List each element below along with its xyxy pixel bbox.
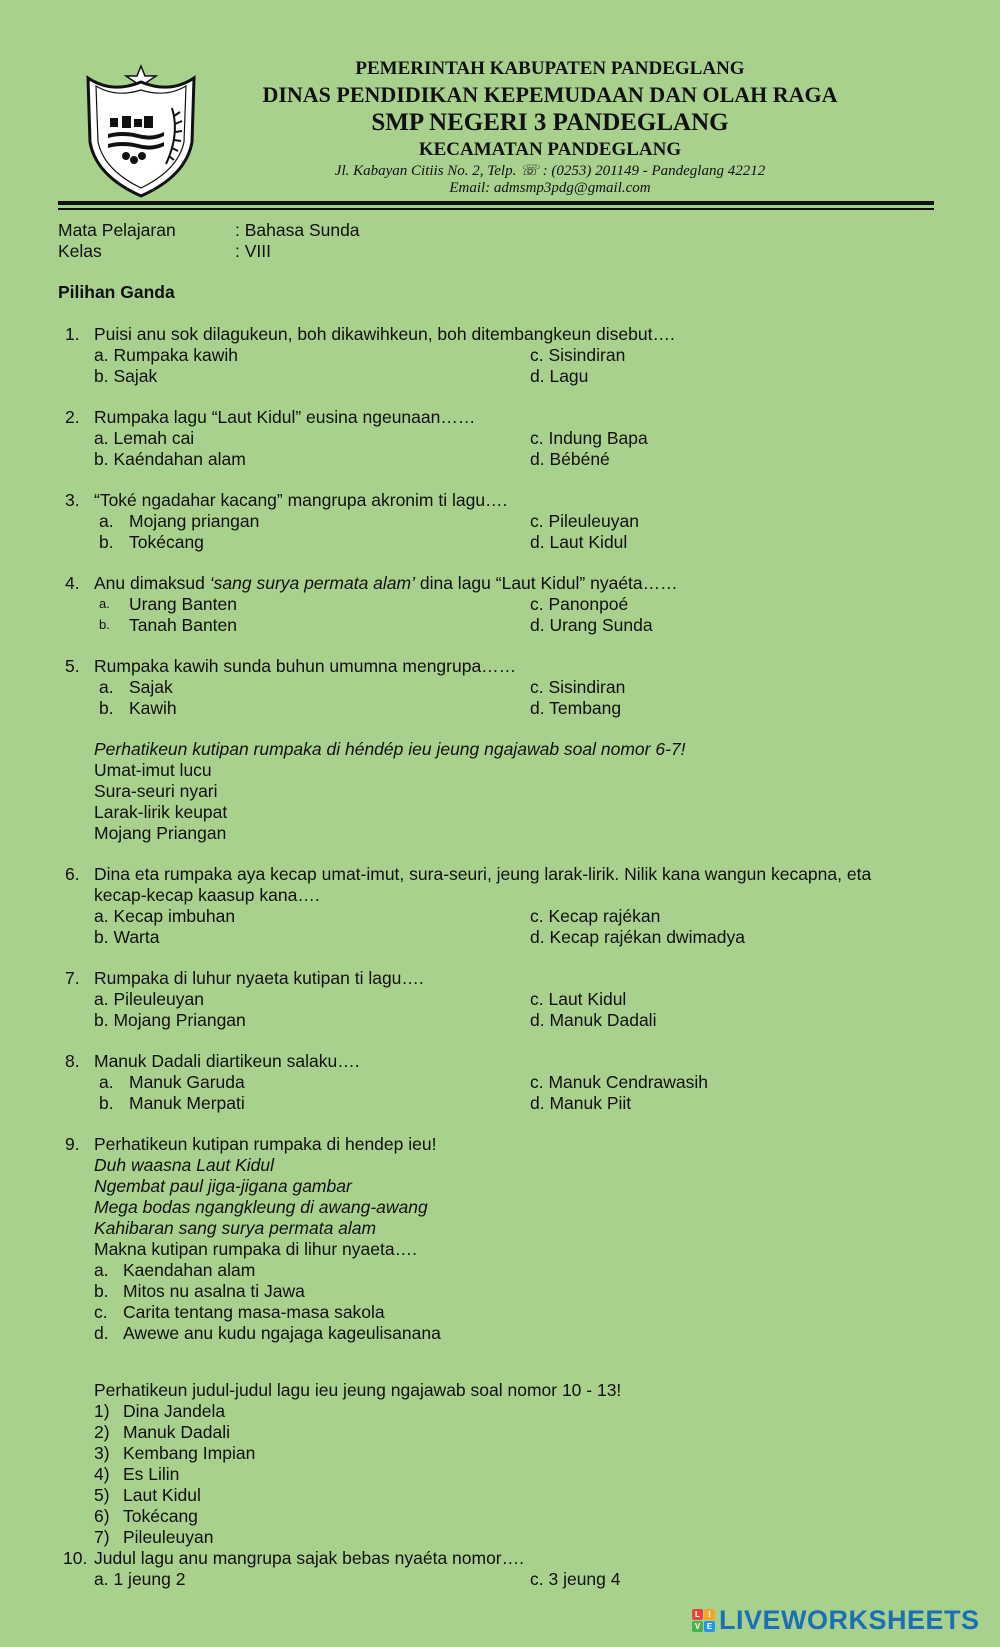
q4-option-a-letter: a. [99,596,110,611]
class-label: Kelas [58,241,102,261]
q6-text-line1: Dina eta rumpaka aya kecap umat-imut, sura-seuri, jeung larak-lirik. Nilik kana wangun kecapna, eta [94,864,872,884]
liveworksheets-logo-icon [692,1609,715,1632]
q4-number: 4. [65,573,80,593]
song-list-number: 4) [94,1464,110,1484]
q4-text [94,573,678,593]
q4-option-b: Tanah Banten [129,615,238,635]
q9-option-d: Awewe anu kudu ngajaga kageulisanana [123,1323,441,1343]
q9-option-c: Carita tentang masa-masa sakola [123,1302,385,1322]
q5-option-c: c. Sisindiran [530,677,626,697]
q9-option-a-letter: a. [94,1260,109,1280]
q10-text: Judul lagu anu mangrupa sajak bebas nyaéta nomor…. [94,1548,524,1568]
header-email: Email: admsmp3pdg@gmail.com [449,180,651,196]
q9-option-d-letter: d. [94,1323,109,1343]
q6-option-c: c. Kecap rajékan [530,906,661,926]
liveworksheets-text: LIVEWORKSHEETS [719,1605,980,1635]
q1-option-d: d. Lagu [530,366,589,386]
q3-option-c: c. Pileuleuyan [530,511,639,531]
q6-option-a: a. Kecap imbuhan [94,906,236,926]
q9-lyric-line: Mega bodas ngangkleung di awang-awang [94,1197,428,1217]
q2-number: 2. [65,407,80,427]
song-list-number: 6) [94,1506,110,1526]
q9-option-a: Kaendahan alam [123,1260,256,1280]
q9-lyric-line: Kahibaran sang surya permata alam [94,1218,377,1238]
q1-number: 1. [65,324,80,344]
q1-option-c: c. Sisindiran [530,345,626,365]
q3-text: “Toké ngadahar kacang” mangrupa akronim ti lagu…. [94,490,508,510]
q1-option-b: b. Sajak [94,366,158,386]
header-district: KECAMATAN PANDEGLANG [418,139,682,160]
q8-text: Manuk Dadali diartikeun salaku…. [94,1051,360,1071]
q3-option-b-letter: b. [99,532,114,552]
q7-text: Rumpaka di luhur nyaeta kutipan ti lagu…. [94,968,424,988]
q4-option-a: Urang Banten [129,594,237,614]
song-list-number: 3) [94,1443,110,1463]
passage1-line: Mojang Priangan [94,823,227,843]
q4-option-d: d. Urang Sunda [530,615,653,635]
q7-option-a: a. Pileuleuyan [94,989,204,1009]
q3-option-d: d. Laut Kidul [530,532,628,552]
q1-option-a: a. Rumpaka kawih [94,345,238,365]
song-list-item: Dina Jandela [123,1401,226,1421]
q10-number: 10. [63,1548,88,1568]
q3-option-a: Mojang priangan [129,511,260,531]
q8-option-d: d. Manuk Piit [530,1093,632,1113]
logo-tile: E [704,1621,715,1632]
q6-option-d: d. Kecap rajékan dwimadya [530,927,745,947]
q6-number: 6. [65,864,80,884]
q9-option-b: Mitos nu asalna ti Jawa [123,1281,305,1301]
song-list-item: Tokécang [123,1506,198,1526]
q8-option-b-letter: b. [99,1093,114,1113]
q9-option-c-letter: c. [94,1302,108,1322]
header-school-name: SMP NEGERI 3 PANDEGLANG [371,109,729,136]
song-list-number: 1) [94,1401,110,1421]
q8-option-a-letter: a. [99,1072,114,1092]
header-address: Jl. Kabayan Citiis No. 2, Telp. ☏ : (0253) 201149 - Pandeglang 42212 [334,163,766,179]
q7-option-b: b. Mojang Priangan [94,1010,246,1030]
passage1-line: Sura-seuri nyari [94,781,218,801]
song-list-number: 5) [94,1485,110,1505]
q5-option-a: Sajak [129,677,173,697]
q4-option-c: c. Panonpoé [530,594,629,614]
song-list-item: Kembang Impian [123,1443,256,1463]
header-rule-thick [58,201,934,205]
q6-text-line2: kecap-kecap kaasup kana…. [94,885,320,905]
q9-prompt: Makna kutipan rumpaka di lihur nyaeta…. [94,1239,417,1259]
q5-option-a-letter: a. [99,677,114,697]
q10-option-a: a. 1 jeung 2 [94,1569,186,1589]
song-list-item: Manuk Dadali [123,1422,230,1442]
school-emblem [82,64,200,200]
q10-option-c: c. 3 jeung 4 [530,1569,621,1589]
q7-number: 7. [65,968,80,988]
q4-text-quote: ‘sang surya permata alam’ [209,573,415,593]
q3-number: 3. [65,490,80,510]
q2-text: Rumpaka lagu “Laut Kidul” eusina ngeunaan…… [94,407,476,427]
q9-lyric-line: Duh waasna Laut Kidul [94,1155,274,1175]
song-list-item: Es Lilin [123,1464,180,1484]
q2-option-c: c. Indung Bapa [530,428,648,448]
q8-option-c: c. Manuk Cendrawasih [530,1072,708,1092]
q7-option-c: c. Laut Kidul [530,989,627,1009]
song-list-item: Laut Kidul [123,1485,201,1505]
passage1-line: Larak-lirik keupat [94,802,228,822]
logo-tile: V [692,1621,703,1632]
header-rule-thin [58,208,934,210]
song-list-number: 7) [94,1527,110,1547]
q5-option-b-letter: b. [99,698,114,718]
q5-option-d: d. Tembang [530,698,622,718]
header-government: PEMERINTAH KABUPATEN PANDEGLANG [355,58,745,79]
logo-tile: L [692,1609,703,1620]
passage1-instruction: Perhatikeun kutipan rumpaka di héndép ieu jeung ngajawab soal nomor 6-7! [94,739,686,759]
q8-number: 8. [65,1051,80,1071]
q9-lyric-line: Ngembat paul jiga-jigana gambar [94,1176,352,1196]
q4-text-post: dina lagu “Laut Kidul” nyaéta…… [415,573,678,593]
q9-option-b-letter: b. [94,1281,109,1301]
subject-value: : Bahasa Sunda [235,220,360,240]
q5-number: 5. [65,656,80,676]
q1-text: Puisi anu sok dilagukeun, boh dikawihkeun, boh ditembangkeun disebut…. [94,324,675,344]
q5-text: Rumpaka kawih sunda buhun umumna mengrupa…… [94,656,517,676]
q6-option-b: b. Warta [94,927,160,947]
q3-option-a-letter: a. [99,511,114,531]
q3-option-b: Tokécang [129,532,204,552]
song-list-item: Pileuleuyan [123,1527,214,1547]
passage2-instruction: Perhatikeun judul-judul lagu ieu jeung ngajawab soal nomor 10 - 13! [94,1380,622,1400]
q7-option-d: d. Manuk Dadali [530,1010,657,1030]
liveworksheets-watermark[interactable] [692,1605,980,1636]
q2-option-d: d. Bébéné [530,449,610,469]
q4-text-pre: Anu dimaksud [94,573,210,593]
q4-option-b-letter: b. [99,617,110,632]
q2-option-b: b. Kaéndahan alam [94,449,246,469]
section-title: Pilihan Ganda [58,282,175,302]
q8-option-b: Manuk Merpati [129,1093,245,1113]
q2-option-a: a. Lemah cai [94,428,195,448]
q9-text: Perhatikeun kutipan rumpaka di hendep ieu! [94,1134,437,1154]
subject-label: Mata Pelajaran [58,220,176,240]
header-department: DINAS PENDIDIKAN KEPEMUDAAN DAN OLAH RAGA [262,82,838,107]
song-list-number: 2) [94,1422,110,1442]
class-value: : VIII [235,241,271,261]
logo-tile: I [704,1609,715,1620]
q5-option-b: Kawih [129,698,177,718]
q9-number: 9. [65,1134,80,1154]
passage1-line: Umat-imut lucu [94,760,212,780]
q8-option-a: Manuk Garuda [129,1072,245,1092]
